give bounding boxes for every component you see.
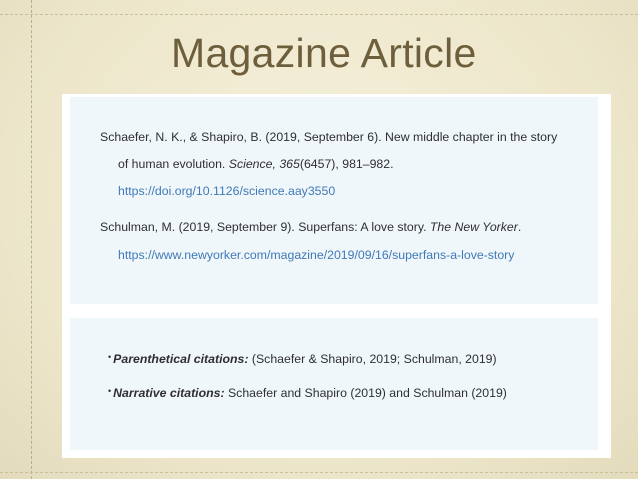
reference-1-issue-pages: (6457), 981–982. xyxy=(299,157,394,171)
reference-1-authors-title: Schaefer, N. K., & Shapiro, B. (2019, September 6). New middle chapter in the story xyxy=(100,130,558,144)
reference-2-period: . xyxy=(517,220,522,234)
bullet-icon: • xyxy=(108,352,112,362)
reference-1-line-1 xyxy=(100,130,557,144)
references-card xyxy=(70,97,598,304)
reference-2-authors-title: Schulman, M. (2019, September 9). Superfans: A love story. xyxy=(100,220,430,234)
reference-1-title-end: of human evolution. xyxy=(118,157,229,171)
narrative-label: Narrative citations: xyxy=(113,386,225,400)
narrative-text: Schaefer and Shapiro (2019) and Schulman (2019) xyxy=(224,386,507,400)
left-dashed-border xyxy=(31,0,32,479)
citations-card xyxy=(70,318,598,450)
reference-1-doi-link[interactable]: https://doi.org/10.1126/science.aay3550 xyxy=(118,184,336,198)
narrative-citation-item xyxy=(108,386,507,400)
parenthetical-citation-item xyxy=(108,352,497,366)
top-dashed-border xyxy=(0,14,638,15)
reference-1-journal: Science, 365 xyxy=(228,157,300,171)
reference-1-line-2 xyxy=(118,157,394,171)
bottom-dashed-border xyxy=(0,472,638,473)
parenthetical-label: Parenthetical citations: xyxy=(113,352,249,366)
reference-2-magazine: The New Yorker xyxy=(429,220,518,234)
bullet-icon: • xyxy=(108,386,112,396)
parenthetical-text: (Schaefer & Shapiro, 2019; Schulman, 2019) xyxy=(248,352,497,366)
reference-2-line-1 xyxy=(100,220,521,234)
reference-2-url-link[interactable]: https://www.newyorker.com/magazine/2019/09/16/superfans-a-love-story xyxy=(118,248,515,262)
slide-title: Magazine Article xyxy=(171,30,477,76)
